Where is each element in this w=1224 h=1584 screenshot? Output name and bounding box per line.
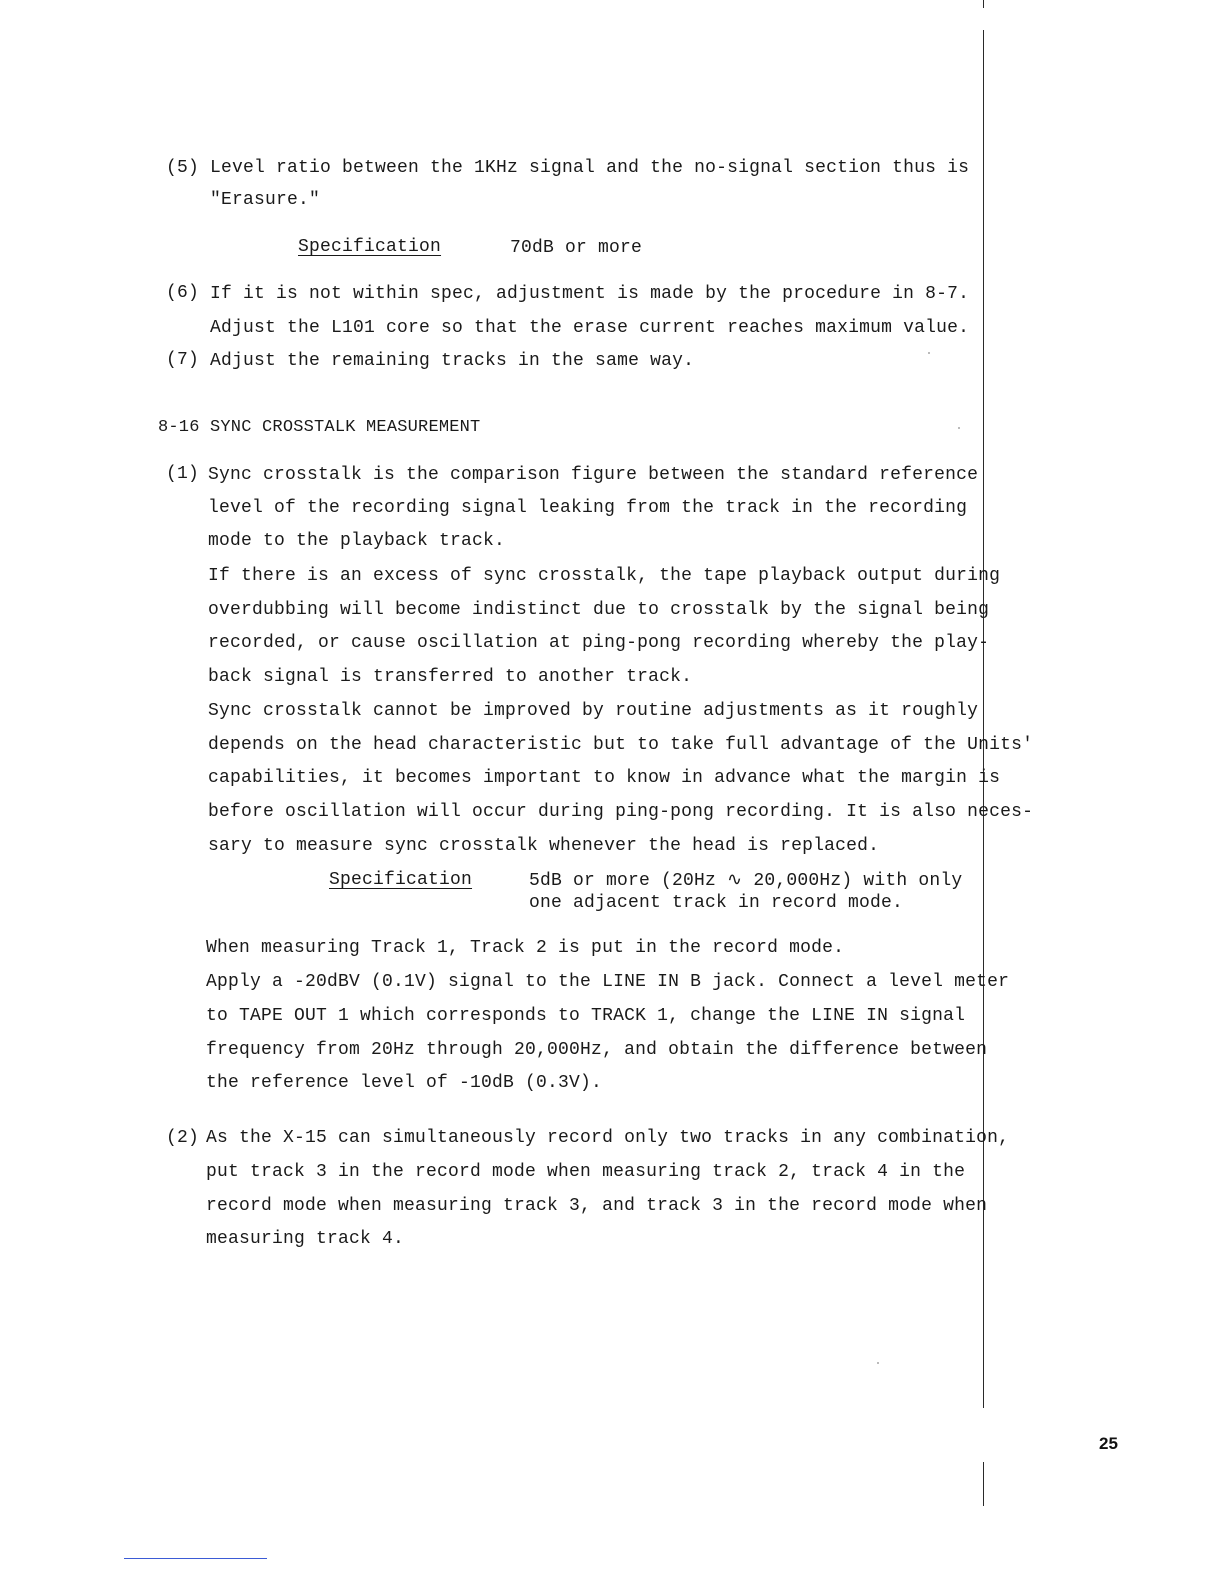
section-6-number: (6) (166, 283, 200, 303)
scan-speck (958, 427, 960, 429)
section-2-line-2: put track 3 in the record mode when measuring track 2, track 4 in the (206, 1162, 966, 1182)
section-5-line-1: Level ratio between the 1KHz signal and the no-signal section thus is (210, 158, 970, 178)
section-1-line-8: Sync crosstalk cannot be improved by routine adjustments as it roughly (208, 701, 979, 721)
section-5-spec-value: 70dB or more (510, 238, 643, 258)
section-1-spec-label: Specification (329, 870, 473, 890)
section-7-number: (7) (166, 350, 200, 370)
section-1-number: (1) (166, 464, 200, 484)
scan-speck (928, 352, 930, 354)
scan-speck (877, 1362, 879, 1364)
section-1-procedure-line-5: the reference level of -10dB (0.3V). (206, 1073, 603, 1093)
section-2-line-4: measuring track 4. (206, 1229, 405, 1249)
section-7-line-1: Adjust the remaining tracks in the same way. (210, 351, 695, 371)
section-5-line-2: "Erasure." (210, 190, 321, 210)
section-1-line-11: before oscillation will occur during ping-pong recording. It is also neces- (208, 802, 1034, 822)
section-heading: 8-16 SYNC CROSSTALK MEASUREMENT (158, 418, 481, 437)
margin-rule-bottom (983, 1462, 984, 1506)
section-1-line-12: sary to measure sync crosstalk whenever the head is replaced. (208, 836, 880, 856)
section-6-line-1: If it is not within spec, adjustment is made by the procedure in 8-7. (210, 284, 970, 304)
section-1-line-2: level of the recording signal leaking from the track in the recording (208, 498, 968, 518)
section-1-spec-line-2: one adjacent track in record mode. (529, 893, 904, 913)
page-number: 25 (1099, 1434, 1118, 1453)
section-2-line-1: As the X-15 can simultaneously record only two tracks in any combination, (206, 1128, 1010, 1148)
section-1-procedure-line-1: When measuring Track 1, Track 2 is put in the record mode. (206, 938, 845, 958)
section-1-line-5: overdubbing will become indistinct due to crosstalk by the signal being (208, 600, 990, 620)
margin-rule-top (983, 0, 984, 8)
section-1-procedure-line-3: to TAPE OUT 1 which corresponds to TRACK 1, change the LINE IN signal (206, 1006, 966, 1026)
section-1-line-10: capabilities, it becomes important to know in advance what the margin is (208, 768, 1001, 788)
section-1-line-3: mode to the playback track. (208, 531, 506, 551)
section-2-number: (2) (166, 1128, 200, 1148)
section-1-line-4: If there is an excess of sync crosstalk, the tape playback output during (208, 566, 1001, 586)
section-6-line-2: Adjust the L101 core so that the erase current reaches maximum value. (210, 318, 970, 338)
bottom-rule (124, 1558, 267, 1559)
section-1-procedure-line-4: frequency from 20Hz through 20,000Hz, and obtain the difference between (206, 1040, 988, 1060)
section-5-spec-label: Specification (298, 237, 442, 257)
section-1-procedure-line-2: Apply a -20dBV (0.1V) signal to the LINE IN B jack. Connect a level meter (206, 972, 1010, 992)
section-1-line-6: recorded, or cause oscillation at ping-pong recording whereby the play- (208, 633, 990, 653)
section-2-line-3: record mode when measuring track 3, and track 3 in the record mode when (206, 1196, 988, 1216)
section-1-line-7: back signal is transferred to another track. (208, 667, 693, 687)
section-1-spec-line-1: 5dB or more (20Hz ∿ 20,000Hz) with only (529, 871, 963, 891)
section-1-line-1: Sync crosstalk is the comparison figure between the standard reference (208, 465, 979, 485)
section-5-number: (5) (166, 158, 200, 178)
section-1-line-9: depends on the head characteristic but to take full advantage of the Units' (208, 735, 1034, 755)
